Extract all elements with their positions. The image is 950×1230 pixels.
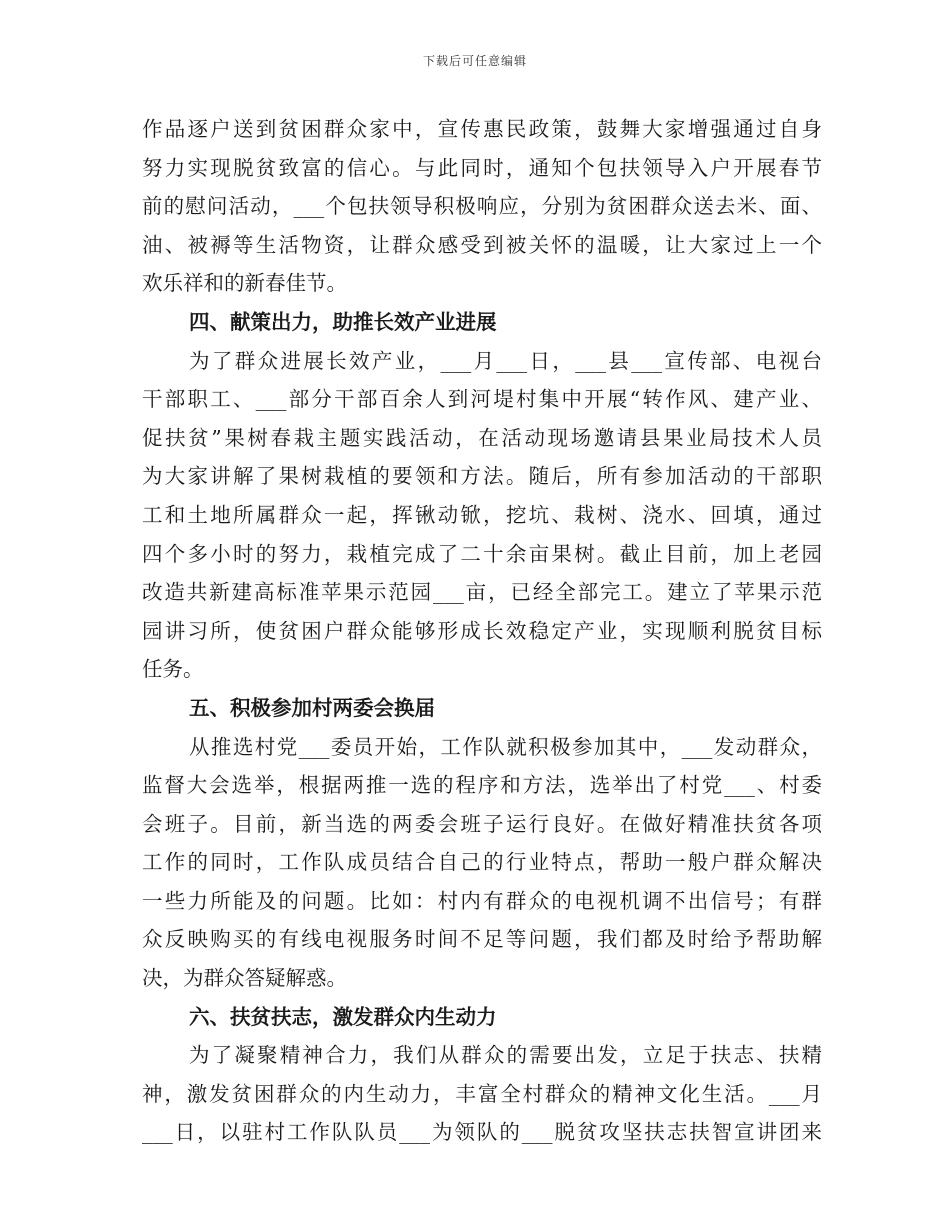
paragraph-line: 园讲习所，使贫困户群众能够形成长效稳定产业，实现顺利脱贫目标 [142,618,822,643]
paragraph-line: 努力实现脱贫致富的信心。与此同时，通知个包扶领导入户开展春节 [142,155,822,180]
paragraph-line: 为大家讲解了果树栽植的要领和方法。随后，所有参加活动的干部职 [142,464,822,489]
paragraph-line: 从推选村党___委员开始，工作队就积极参加其中，___发动群众， [189,734,822,759]
paragraph-line: 干部职工、___部分干部百余人到河堤村集中开展“转作风、建产业、 [142,387,822,412]
paragraph-line: 为了凝聚精神合力，我们从群众的需要出发，立足于扶志、扶精 [189,1043,822,1068]
paragraph-line: 神，激发贫困群众的内生动力，丰富全村群众的精神文化生活。___月 [142,1081,822,1106]
paragraph-line: 四个多小时的努力，栽植完成了二十余亩果树。截止目前，加上老园 [142,541,822,566]
paragraph-line: 决，为群众答疑解惑。 [142,966,347,991]
section-heading: 四、献策出力，助推长效产业进展 [189,309,497,334]
paragraph-line: 为了群众进展长效产业，___月___日，___县___宣传部、电视台 [189,348,822,373]
paragraph-line: 工作的同时，工作队成员结合自己的行业特点，帮助一般户群众解决 [142,850,822,875]
paragraph-line: 油、被褥等生活物资，让群众感受到被关怀的温暖，让大家过上一个 [142,232,822,257]
paragraph-line: 众反映购买的有线电视服务时间不足等问题，我们都及时给予帮助解 [142,927,822,952]
header-note: 下载后可任意编辑 [422,54,527,68]
paragraph-line: 会班子。目前，新当选的两委会班子运行良好。在做好精准扶贫各项 [142,811,822,836]
section-heading: 五、积极参加村两委会换届 [189,695,435,720]
paragraph-line: 一些力所能及的问题。比如：村内有群众的电视机调不出信号；有群 [142,888,822,913]
paragraph-line: 监督大会选举，根据两推一选的程序和方法，选举出了村党___、村委 [142,773,822,798]
paragraph-line: 促扶贫”果树春栽主题实践活动，在活动现场邀请县果业局技术人员 [142,425,822,450]
paragraph-line: 欢乐祥和的新春佳节。 [142,271,347,296]
section-heading: 六、扶贫扶志，激发群众内生动力 [189,1004,497,1029]
paragraph-line: 作品逐户送到贫困群众家中，宣传惠民政策，鼓舞大家增强通过自身 [142,117,822,141]
paragraph-line: ___日，以驻村工作队队员___为领队的___脱贫攻坚扶志扶智宣讲团来 [142,1120,822,1145]
paragraph-line: 前的慰问活动，___个包扶领导积极响应，分别为贫困群众送去米、面、 [142,194,822,219]
document-body [142,110,822,1152]
paragraph-line: 工和土地所属群众一起，挥锹动锨，挖坑、栽树、浇水、回填，通过 [142,502,822,527]
paragraph-line: 任务。 [142,657,204,682]
paragraph-line: 改造共新建高标准苹果示范园___亩，已经全部完工。建立了苹果示范 [142,580,822,605]
